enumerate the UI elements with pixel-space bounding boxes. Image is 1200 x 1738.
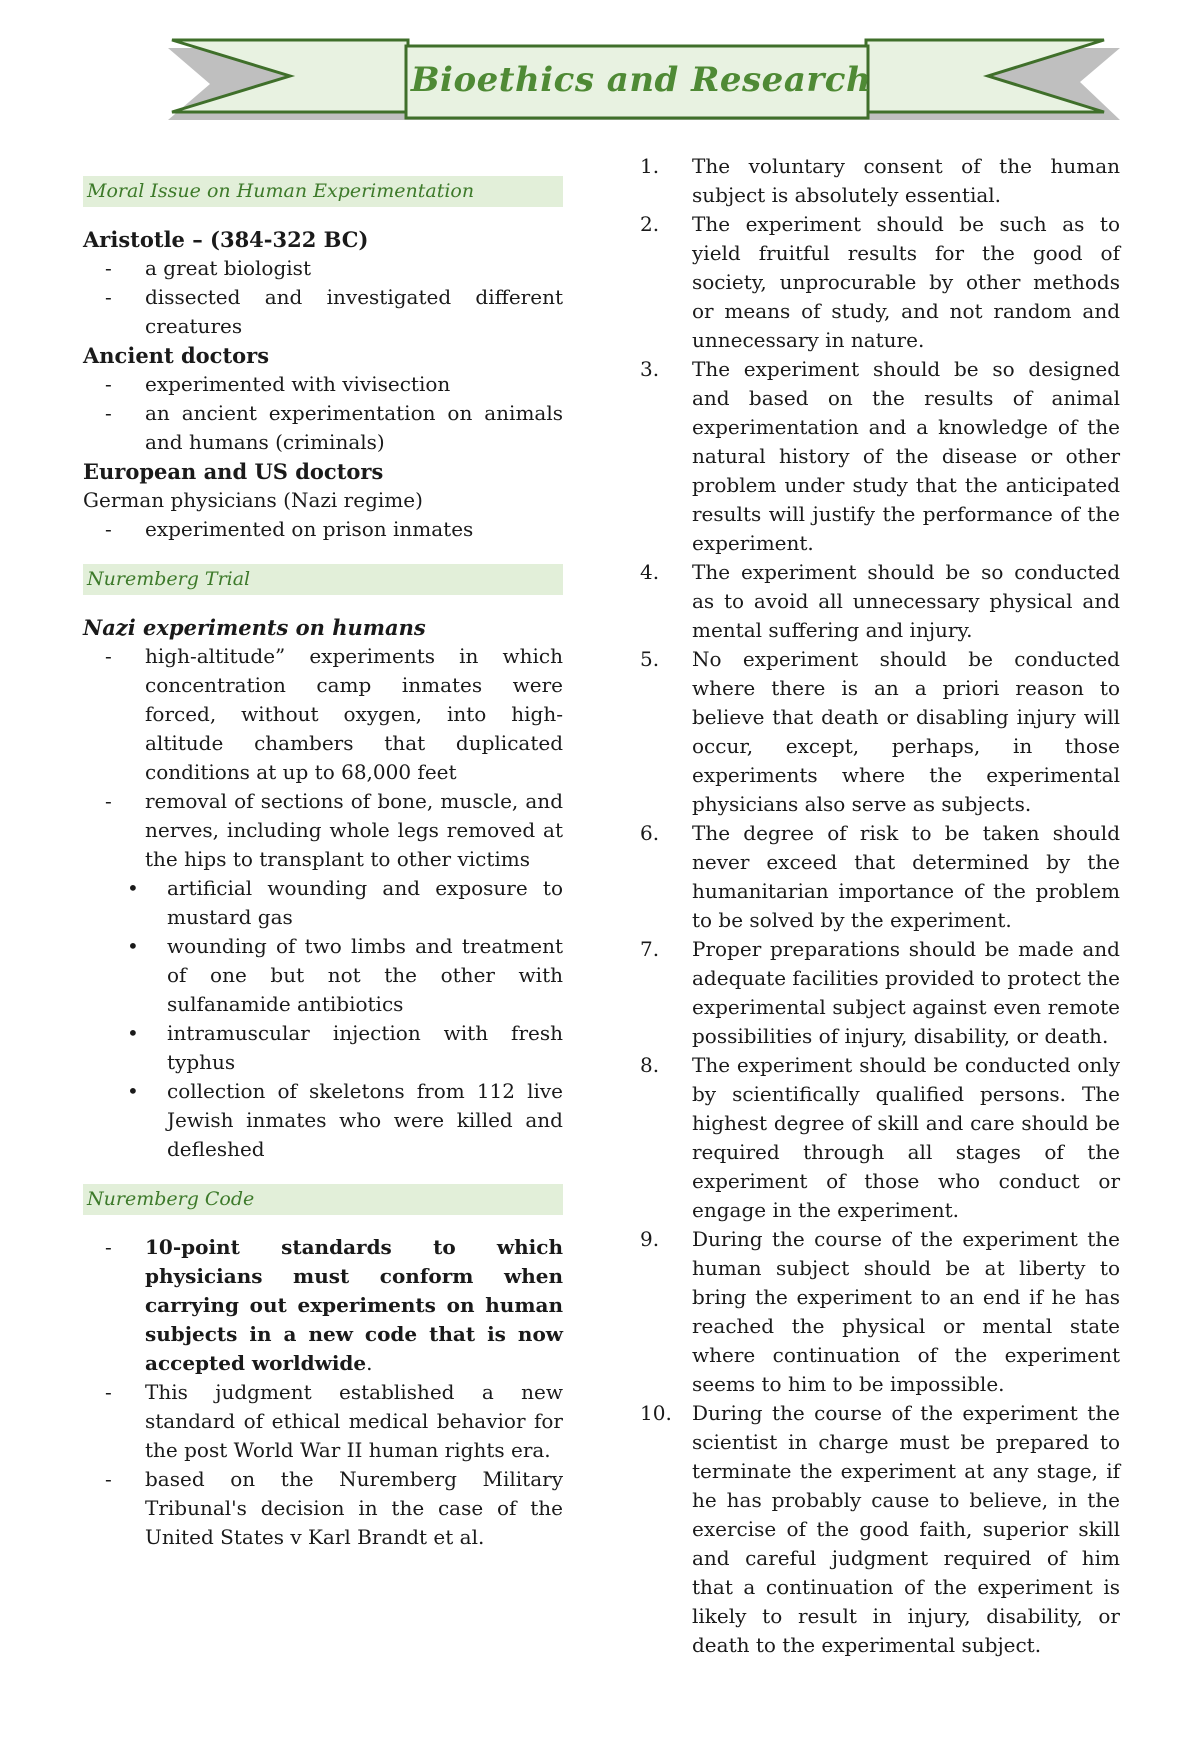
nuremberg-code-points <box>640 152 1120 1660</box>
nazi-experiments-heading: Nazi experiments on humans <box>83 615 426 640</box>
code-point: 1. The voluntary consent of the human subject is absolutely essential. <box>640 154 1120 207</box>
list-item: - based on the Nuremberg Military Tribunal's decision in the case of the United States v Karl Brandt et al. <box>105 1467 563 1549</box>
list-item: - experimented with vivisection <box>105 372 451 396</box>
list-item: - experimented on prison inmates <box>105 517 474 541</box>
ancient-doctors-list <box>83 370 563 457</box>
ancient-doctors-heading: Ancient doctors <box>83 343 270 368</box>
code-point: 4. The experiment should be so conducted as to avoid all unnecessary physical and mental suffering and injury. <box>640 560 1120 642</box>
left-column <box>83 176 563 1552</box>
nuremberg-code-list <box>83 1233 563 1552</box>
code-point: 9. During the course of the experiment the human subject should be at liberty to bring the experiment to an end if he has reached the physical or mental state where continuation of the experiment seems to him to be impossible. <box>640 1227 1120 1396</box>
page-title: Bioethics and Research <box>410 60 872 100</box>
code-point: 6. The degree of risk to be taken should never exceed that determined by the humanitarian importance of the problem to be solved by the experiment. <box>640 821 1120 932</box>
code-point: 2. The experiment should be such as to yield fruitful results for the good of society, unprocurable by other methods or means of study, and not random and unnecessary in nature. <box>640 212 1120 352</box>
european-doctors-heading: European and US doctors <box>83 459 384 484</box>
list-item: • artificial wounding and exposure to mustard gas <box>127 876 563 929</box>
list-item: • wounding of two limbs and treatment of one but not the other with sulfanamide antibiotics <box>127 934 563 1016</box>
german-physicians-line: German physicians (Nazi regime) <box>83 488 423 512</box>
code-point: 3. The experiment should be so designed and based on the results of animal experimentation and a knowledge of the natural history of the disease or other problem under study that the anticipated results will justify the performance of the experiment. <box>640 357 1120 555</box>
right-column <box>640 152 1120 1660</box>
aristotle-heading: Aristotle – (384-322 BC) <box>83 227 369 252</box>
list-item: - dissected and investigated different creatures <box>105 285 563 338</box>
list-item: • intramuscular injection with fresh typhus <box>127 1021 563 1074</box>
list-item: - a great biologist <box>105 256 311 280</box>
code-point: 8. The experiment should be conducted only by scientifically qualified persons. The highest degree of skill and care should be required through all stages of the experiment of those who conduct or engage in the experiment. <box>640 1053 1120 1222</box>
aristotle-list <box>83 254 563 341</box>
list-item: - 10-point standards to which physicians must conform when carrying out experiments on human subjects in a new code that is now accepted worldwide. <box>105 1235 563 1375</box>
code-point: 10. During the course of the experiment the scientist in charge must be prepared to terminate the experiment at any stage, if he has probably cause to believe, in the exercise of the good faith, superior skill and careful judgment required of him that a continuation of the experiment is likely to result in injury, disability, or death to the experimental subject. <box>640 1401 1120 1657</box>
list-item: - removal of sections of bone, muscle, and nerves, including whole legs removed at the hips to transplant to other victims <box>105 789 563 871</box>
list-item: • collection of skeletons from 112 live Jewish inmates who were killed and defleshed <box>127 1079 563 1161</box>
list-item: - an ancient experimentation on animals and humans (criminals) <box>105 401 563 454</box>
code-point: 5. No experiment should be conducted where there is an a priori reason to believe that death or disabling injury will occur, except, perhaps, in those experiments where the experimental physicians also serve as subjects. <box>640 647 1120 816</box>
section-heading-nuremberg-trial: Nuremberg Trial <box>83 564 563 595</box>
german-physicians-list <box>83 515 563 544</box>
title-banner <box>0 0 1200 150</box>
section-heading-nuremberg-code: Nuremberg Code <box>83 1184 563 1215</box>
nazi-experiments-list <box>83 642 563 874</box>
list-item: - high-altitude” experiments in which concentration camp inmates were forced, without oxygen, into high-altitude chambers that duplicated conditions at up to 68,000 feet <box>105 644 563 784</box>
code-point: 7. Proper preparations should be made and adequate facilities provided to protect the experimental subject against even remote possibilities of injury, disability, or death. <box>640 937 1120 1048</box>
nazi-experiments-bullets <box>83 874 563 1164</box>
section-heading-moral-issue: Moral Issue on Human Experimentation <box>83 176 563 207</box>
list-item: - This judgment established a new standard of ethical medical behavior for the post World War II human rights era. <box>105 1380 563 1462</box>
